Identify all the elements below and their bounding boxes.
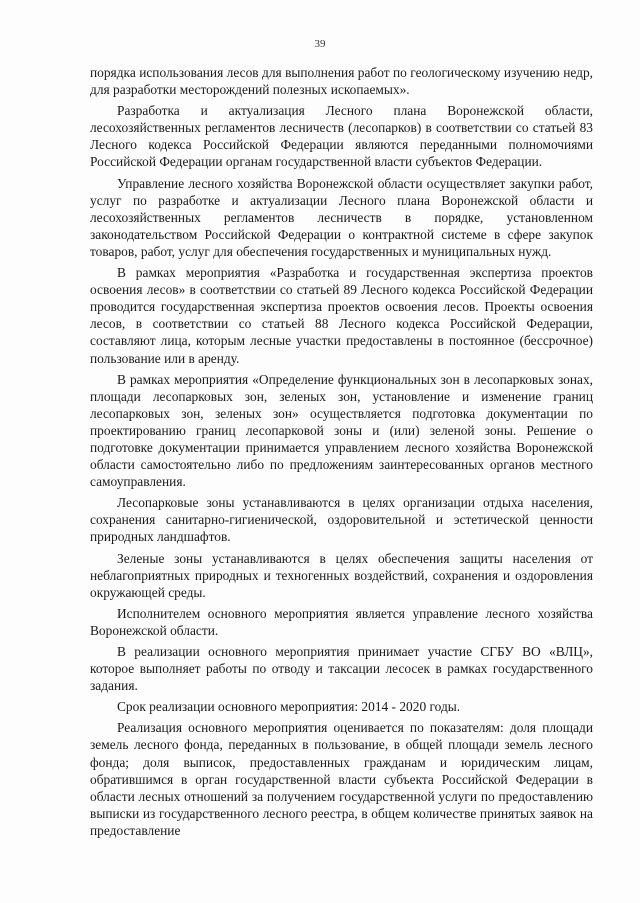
paragraph-7: Зеленые зоны устанавливаются в целях обеспечения защиты населения от неблагоприятных природных и техногенных воздействий, сохранения и оздоровления окружающей среды. (90, 550, 593, 600)
paragraph-2: Разработка и актуализация Лесного плана Воронежской области, лесохозяйственных регламентов лесничеств (лесопарков) в соответствии со статьей 83 Лесного кодекса Российской Федерации являются переданными полномочиями Российской Федерации органам государственной власти субъектов Федерации. (90, 103, 593, 170)
paragraph-9: В реализации основного мероприятия принимает участие СГБУ ВО «ВЛЦ», которое выполняет работы по отводу и таксации лесосек в рамках государственного задания. (90, 644, 593, 694)
paragraph-3: Управление лесного хозяйства Воронежской области осуществляет закупки работ, услуг по разработке и актуализации Лесного плана Воронежской области и лесохозяйственных регламентов лесничеств в порядке, установленном законодательством Российской Федерации о контрактной системе в сфере закупок товаров, работ, услуг для обеспечения государственных и муниципальных нужд. (90, 175, 593, 259)
paragraph-1: порядка использования лесов для выполнения работ по геологическому изучению недр, для разработки месторождений полезных ископаемых». (90, 65, 593, 98)
paragraph-11: Реализация основного мероприятия оценивается по показателям: доля площади земель лесного фонда, переданных в пользование, в общей площади земель лесного фонда; доля выписок, предоставленных гражданам и юридическим лицам, обратившимся в орган государственной власти субъекта Российской Федерации в области лесных отношений за получением государственной услуги по предоставлению выписки из государственного лесного реестра, в общем количестве принятых заявок на предоставление (90, 720, 593, 838)
page-number: 39 (314, 38, 326, 50)
body-text (90, 64, 593, 843)
paragraph-5: В рамках мероприятия «Определение функциональных зон в лесопарковых зонах, площади лесопарковых зон, зеленых зон, установление и изменение границ лесопарковых зон, зеленых зон» осуществляется подготовка документации по проектированию границ лесопарковой зоны и (или) зеленой зоны. Решение о подготовке документации принимается управлением лесного хозяйства Воронежской области самостоятельно либо по предложениям заинтересованных органов местного самоуправления. (90, 371, 593, 490)
paragraph-10: Срок реализации основного мероприятия: 2014 - 2020 годы. (117, 699, 461, 715)
paragraph-4: В рамках мероприятия «Разработка и государственная экспертиза проектов освоения лесов» в соответствии со статьей 89 Лесного кодекса Российской Федерации проводится государственная экспертиза проектов освоения лесов. Проекты освоения лесов, в соответствии со статьей 88 Лесного кодекса Российской Федерации, составляют лица, которым лесные участки предоставлены в постоянное (бессрочное) пользование или в аренду. (90, 265, 593, 366)
paragraph-6: Лесопарковые зоны устанавливаются в целях организации отдыха населения, сохранения санитарно-гигиенической, оздоровительной и эстетической ценности природных ландшафтов. (90, 495, 593, 545)
paragraph-8: Исполнителем основного мероприятия является управление лесного хозяйства Воронежской области. (90, 605, 593, 638)
